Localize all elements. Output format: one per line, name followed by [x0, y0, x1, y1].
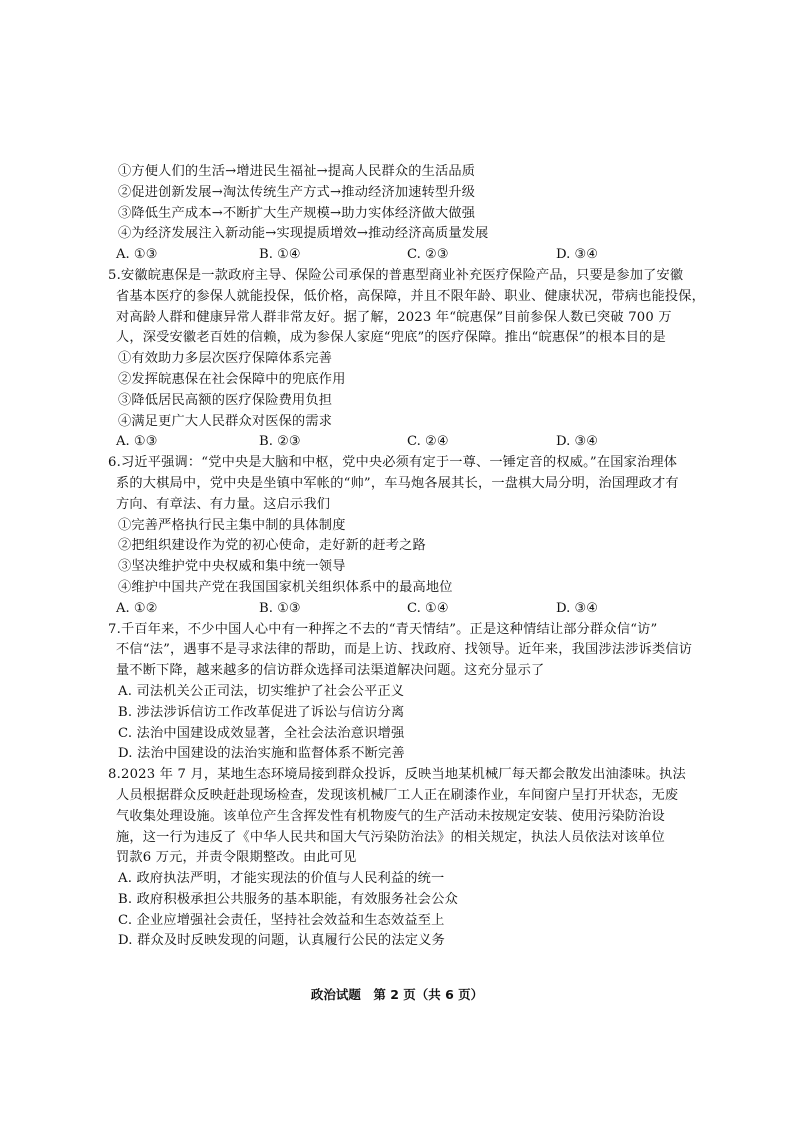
- q8-stem-line-3: 气收集处理设施。该单位产生含挥发性有机物废气的生产活动未按规定安装、使用污染防治设: [116, 808, 665, 824]
- q6-choice-b: B. ①③: [259, 600, 301, 616]
- q8-option-b: B. 政府积极承担公共服务的基本职能，有效服务社会公众: [118, 891, 458, 907]
- q5-choice-d: D. ③④: [556, 434, 599, 450]
- q8-option-a: A. 政府执法严明，才能实现法的价值与人民利益的统一: [118, 871, 445, 887]
- q6-choice-a: A. ①②: [116, 600, 158, 616]
- q8-stem-line-5: 罚款6 万元，并责令限期整改。由此可见: [116, 850, 357, 866]
- q4-item-3: ③降低生产成本→不断扩大生产规模→助力实体经济做大做强: [118, 205, 476, 221]
- q4-item-4: ④为经济发展注入新动能→实现提质增效→推动经济高质量发展: [118, 226, 489, 242]
- q4-choice-b: B. ①④: [259, 247, 301, 263]
- q7-option-d: D. 法治中国建设的法治实施和监督体系不断完善: [118, 746, 405, 762]
- q6-stem-line-3: 方向、有章法、有力量。这启示我们: [116, 496, 331, 512]
- q5-choice-b: B. ②③: [259, 434, 301, 450]
- q5-item-2: ②发挥皖惠保在社会保障中的兜底作用: [118, 371, 346, 387]
- q8-stem-line-2: 人员根据群众反映赶赴现场检查，发现该机械厂工人正在刷漆作业，车间窗户呈打开状态，无废: [116, 787, 679, 803]
- q4-item-1: ①方便人们的生活→增进民生福祉→提高人民群众的生活品质: [118, 164, 476, 179]
- q5-item-1: ①有效助力多层次医疗保障体系完善: [118, 351, 333, 367]
- q4-choice-d: D. ③④: [556, 247, 599, 263]
- q5-item-3: ③降低居民高额的医疗保险费用负担: [118, 392, 333, 408]
- q7-option-a: A. 司法机关公正司法，切实维护了社会公平正义: [118, 683, 405, 699]
- q6-stem-line-1: 6.习近平强调：“党中央是大脑和中枢，党中央必须有定于一尊、一锤定音的权威。”在国家治理体: [108, 455, 678, 471]
- q8-option-d: D. 群众及时反映发现的问题，认真履行公民的法定义务: [118, 933, 445, 949]
- q6-choice-d: D. ③④: [556, 600, 599, 616]
- q4-choice-c: C. ②③: [407, 247, 449, 263]
- q5-choices: [116, 432, 736, 453]
- q5-choice-a: A. ①③: [116, 434, 158, 450]
- q4-choice-a: A. ①③: [116, 247, 158, 263]
- q6-item-3: ③坚决维护党中央权威和集中统一领导: [118, 559, 346, 575]
- q6-choice-c: C. ①④: [407, 600, 449, 616]
- q8-stem-line-1: 8.2023 年 7 月，某地生态环境局接到群众投诉，反映当地某机械厂每天都会散发出油漆味。执法: [108, 767, 686, 783]
- q5-stem-line-4: 人，深受安徽老百姓的信赖，成为参保人家庭“兜底”的医疗保障。推出“皖惠保”的根本目的是: [116, 330, 666, 346]
- q6-item-1: ①完善严格执行民主集中制的具体制度: [118, 517, 346, 533]
- q7-stem-line-3: 量不断下降，越来越多的信访群众选择司法渠道解决问题。这充分显示了: [116, 663, 545, 679]
- q8-option-c: C. 企业应增强社会责任，坚持社会效益和生态效益至上: [118, 912, 445, 928]
- q4-choices: [116, 245, 736, 266]
- question-6: [108, 453, 736, 515]
- q5-choice-c: C. ②④: [407, 434, 449, 450]
- question-sheet: [108, 162, 736, 952]
- q4-item-2: ②促进创新发展→淘汰传统生产方式→推动经济加速转型升级: [118, 184, 476, 200]
- q6-choices: [116, 599, 736, 620]
- question-7: [108, 620, 736, 682]
- question-5: [108, 266, 736, 349]
- q7-stem-line-1: 7.千百年来，不少中国人心中有一种挥之不去的“青天情结”。正是这种情结让部分群众信“访”: [108, 621, 658, 637]
- q6-stem-line-2: 系的大棋局中，党中央是坐镇中军帐的“帅”，车马炮各展其长，一盘棋大局分明，治国理政才有: [116, 475, 679, 491]
- page-footer: 政治试题 第 2 页（共 6 页）: [310, 987, 484, 1002]
- q6-item-4: ④维护中国共产党在我国国家机关组织体系中的最高地位: [118, 579, 453, 595]
- q5-stem-line-1: 5.安徽皖惠保是一款政府主导、保险公司承保的普惠型商业补充医疗保险产品，只要是参加了安徽: [108, 267, 684, 283]
- question-4: [116, 162, 736, 266]
- q7-option-b: B. 涉法涉诉信访工作改革促进了诉讼与信访分离: [118, 704, 405, 720]
- q7-stem-line-2: 不信“法”，遇事不是寻求法律的帮助，而是上访、找政府、找领导。近年来，我国涉法涉诉类信访: [116, 642, 693, 658]
- q6-item-2: ②把组织建设作为党的初心使命，走好新的赶考之路: [118, 538, 426, 554]
- q7-option-c: C. 法治中国建设成效显著，全社会法治意识增强: [118, 725, 405, 741]
- q5-stem-line-2: 省基本医疗的参保人就能投保，低价格，高保障，并且不限年龄、职业、健康状况，带病也能投保，: [116, 288, 706, 304]
- q8-stem-line-4: 施，这一行为违反了《中华人民共和国大气污染防治法》的相关规定，执法人员依法对该单位: [116, 829, 665, 845]
- question-8: [108, 765, 736, 869]
- q5-stem-line-3: 对高龄人群和健康异常人群非常友好。据了解，2023 年“皖惠保”目前参保人数已突破 700 万: [116, 309, 672, 325]
- q5-item-4: ④满足更广大人民群众对医保的需求: [118, 413, 333, 429]
